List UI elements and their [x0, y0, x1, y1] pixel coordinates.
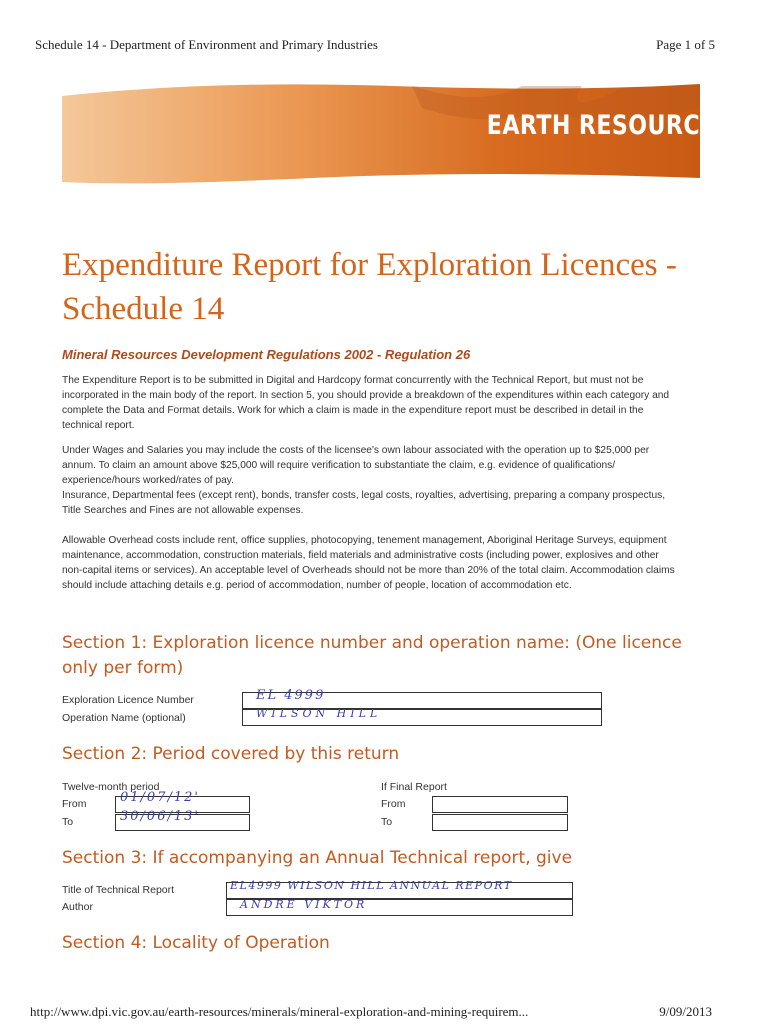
- footer-date: 9/09/2013: [659, 1004, 712, 1019]
- from-label: From: [62, 798, 87, 810]
- section-2-heading: Section 2: Period covered by this return: [62, 744, 400, 764]
- wages-text: Under Wages and Salaries you may include the costs of the licensee's own labour associated with the operation up to $25,000 per annum. To claim an amount above $25,000 will require verification to substantiate the claim, e.g. evidence of qualifications/ experience/hours worked/rates of pay.: [62, 445, 650, 486]
- final-from-field[interactable]: [432, 796, 568, 813]
- non-allowable-text: Insurance, Departmental fees (except rent), bonds, transfer costs, legal costs, royalties, advertising, preparing a company prospectus, Title Searches and Fines are not allowable expenses.: [62, 490, 666, 516]
- to-label: To: [62, 816, 74, 828]
- overhead-paragraph: Allowable Overhead costs include rent, office supplies, photocopying, tenement management, Aboriginal Heritage Surveys, equipment maintenance, accommodation, construction materials, field materials and administrative costs (including power, explosives and other non-capital items or services). An acceptable level of Overheads should not be more than 20% of the total claim. Accommodation claims should include attaching details e.g. period of accommodation, number of people, location of accommodation etc.: [62, 535, 675, 591]
- author-value: ANDRE VIKTOR: [240, 898, 368, 911]
- final-report-label: If Final Report: [381, 781, 447, 793]
- from-value: 01/07/12': [120, 790, 200, 805]
- author-label: Author: [62, 901, 93, 913]
- twelve-month-label: Twelve-month period: [62, 781, 160, 793]
- page-title: [62, 243, 712, 331]
- operation-name-value: WILSON HILL: [256, 707, 382, 720]
- to-value: 30/06/13': [120, 809, 200, 824]
- title-line-1: Expenditure Report for Exploration Licences -: [62, 247, 677, 283]
- page-header-title: Schedule 14 - Department of Environment and Primary Industries: [35, 37, 378, 52]
- licence-number-value: EL 4999: [256, 688, 326, 703]
- title-line-2: Schedule 14: [62, 291, 225, 327]
- wages-paragraph: [62, 443, 682, 518]
- section-1-heading: Section 1: Exploration licence number and operation name: (One licence only per form): [62, 633, 682, 678]
- technical-report-title-value: EL4999 WILSON HILL ANNUAL REPORT: [230, 879, 513, 892]
- section-3-heading: Section 3: If accompanying an Annual Technical report, give: [62, 848, 573, 868]
- final-to-field[interactable]: [432, 814, 568, 831]
- final-to-label: To: [381, 816, 393, 828]
- operation-name-label: Operation Name (optional): [62, 712, 186, 724]
- technical-report-title-label: Title of Technical Report: [62, 884, 175, 896]
- intro-paragraph: The Expenditure Report is to be submitted in Digital and Hardcopy format concurrently with the Technical Report, but must not be incorporated in the main body of the report. In section 5, you should provide a breakdown of the expenditures within each category and complete the Data and Format details. Work for which a claim is made in the expenditure report must be described in detail in the technical report.: [62, 375, 670, 431]
- section-4-heading: Section 4: Locality of Operation: [62, 933, 330, 953]
- banner-text: EARTH RESOURCES: [486, 110, 732, 141]
- regulation-subtitle: Mineral Resources Development Regulations 2002 - Regulation 26: [62, 347, 471, 362]
- licence-number-label: Exploration Licence Number: [62, 694, 194, 706]
- footer-url: http://www.dpi.vic.gov.au/earth-resources/minerals/mineral-exploration-and-mining-requirem...: [30, 1004, 529, 1019]
- page-number: Page 1 of 5: [656, 37, 715, 52]
- final-from-label: From: [381, 798, 406, 810]
